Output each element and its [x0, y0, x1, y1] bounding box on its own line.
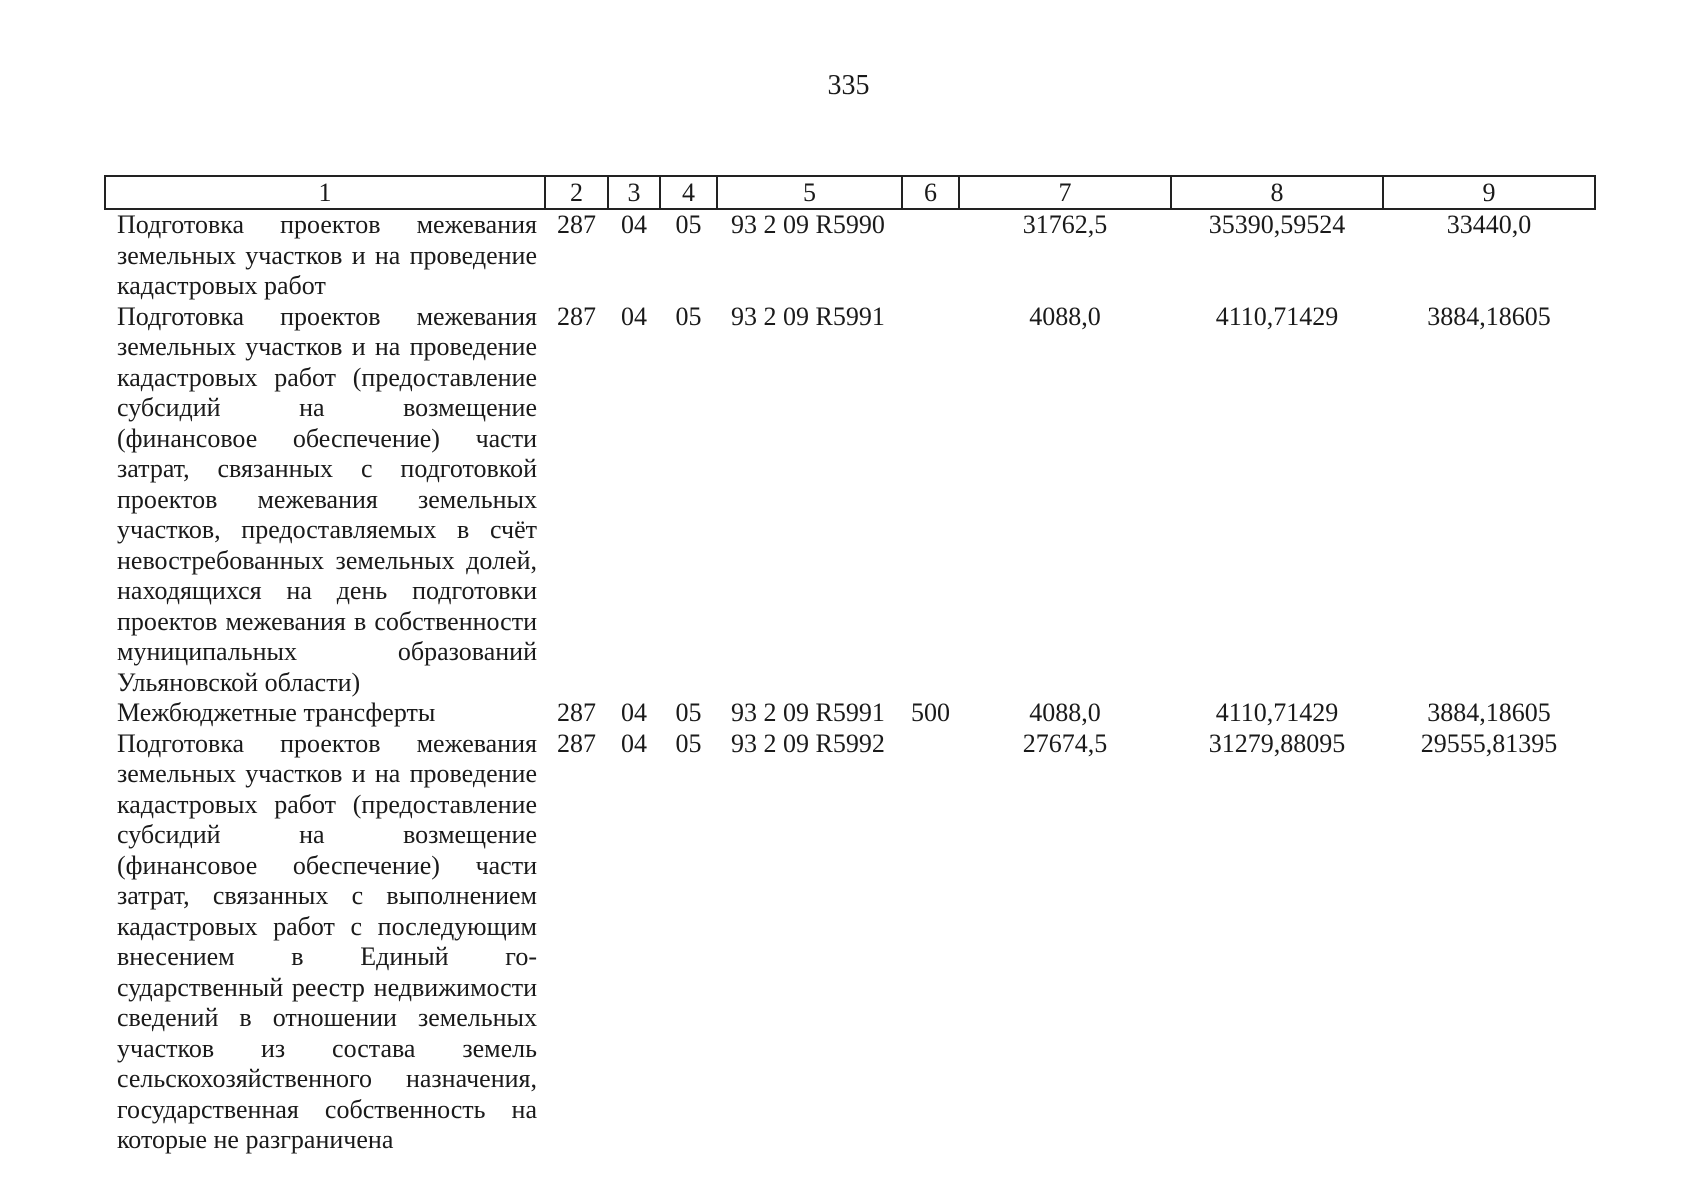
row-section: 04	[621, 698, 647, 727]
header-col-7: 7	[959, 176, 1171, 209]
table-row	[105, 209, 1595, 302]
row-amount-col8: 4110,71429	[1215, 698, 1339, 727]
table-row	[105, 729, 1595, 1156]
row-amount-col8: 31279,88095	[1208, 728, 1346, 758]
row-expense-type	[902, 209, 959, 302]
header-col-9: 9	[1383, 176, 1595, 209]
row-amount-col7: 4088,0	[1029, 301, 1101, 331]
header-col-6: 6	[902, 176, 959, 209]
row-expense-type	[902, 729, 959, 1156]
row-target-code: 93 2 09 R5992	[731, 728, 885, 758]
row-subsection: 05	[675, 301, 702, 331]
page-number: 335	[827, 70, 870, 101]
row-ministry-code: 287	[557, 210, 596, 239]
header-col-3: 3	[608, 176, 660, 209]
row-section: 04	[621, 301, 647, 331]
header-col-4: 4	[660, 176, 717, 209]
row-amount-col7: 31762,5	[1022, 210, 1108, 239]
row-subsection: 05	[675, 210, 702, 239]
row-ministry-code: 287	[557, 301, 596, 331]
table-row	[105, 698, 1595, 729]
budget-table	[104, 175, 1596, 1156]
row-subsection: 05	[675, 698, 702, 727]
row-amount-col7: 4088,0	[1029, 698, 1101, 727]
header-col-1: 1	[105, 176, 545, 209]
row-amount-col9: 3884,18605	[1427, 301, 1551, 331]
row-expense-type: 500	[911, 698, 950, 727]
row-target-code: 93 2 09 R5990	[731, 210, 885, 239]
row-ministry-code: 287	[557, 698, 596, 727]
row-ministry-code: 287	[557, 728, 596, 758]
row-amount-col9: 29555,81395	[1420, 728, 1558, 758]
row-subsection: 05	[675, 728, 702, 758]
header-row	[105, 176, 1595, 209]
header-col-2: 2	[545, 176, 608, 209]
row-amount-col8: 4110,71429	[1215, 301, 1339, 331]
row-name: Подготовка проектов межевания земельных участков и на проведение кадастровых работ	[117, 210, 537, 300]
row-amount-col9: 3884,18605	[1427, 698, 1551, 727]
row-amount-col8: 35390,59524	[1208, 210, 1346, 239]
row-amount-col7: 27674,5	[1022, 728, 1108, 758]
header-col-8: 8	[1171, 176, 1383, 209]
row-amount-col9: 33440,0	[1446, 210, 1532, 239]
row-target-code: 93 2 09 R5991	[731, 301, 885, 331]
row-expense-type	[902, 302, 959, 699]
table-body	[105, 209, 1595, 1156]
row-name: Подготовка проектов межевания земельных участков и на проведение кадастровых работ (предоставление субсидий на возмещение (финансовое обеспечение) части затрат, связанных с подготовкой проектов межевания земельных участков, предоставляемых в счёт невостребованных земельных долей, находящихся на день подготовки проектов межевания в собственности муниципальных образований Ульяновской области)	[117, 301, 537, 697]
row-section: 04	[621, 210, 647, 239]
row-name: Подготовка проектов межевания земельных участков и на проведение кадастровых работ (предоставление субсидий на возмещение (финансовое обеспечение) части затрат, связанных с выполнением кадастровых работ с последующим внесением в Единый государственный реестр недвижимости сведений в отношении земельных участков из состава земель сельскохозяйственного назначения, государственная собственность на которые не разграничена	[117, 728, 537, 1154]
row-section: 04	[621, 728, 647, 758]
row-name: Межбюджетные трансферты	[117, 698, 436, 727]
row-target-code: 93 2 09 R5991	[731, 698, 885, 727]
table-row	[105, 302, 1595, 699]
table-header	[105, 176, 1595, 209]
header-col-5: 5	[717, 176, 902, 209]
